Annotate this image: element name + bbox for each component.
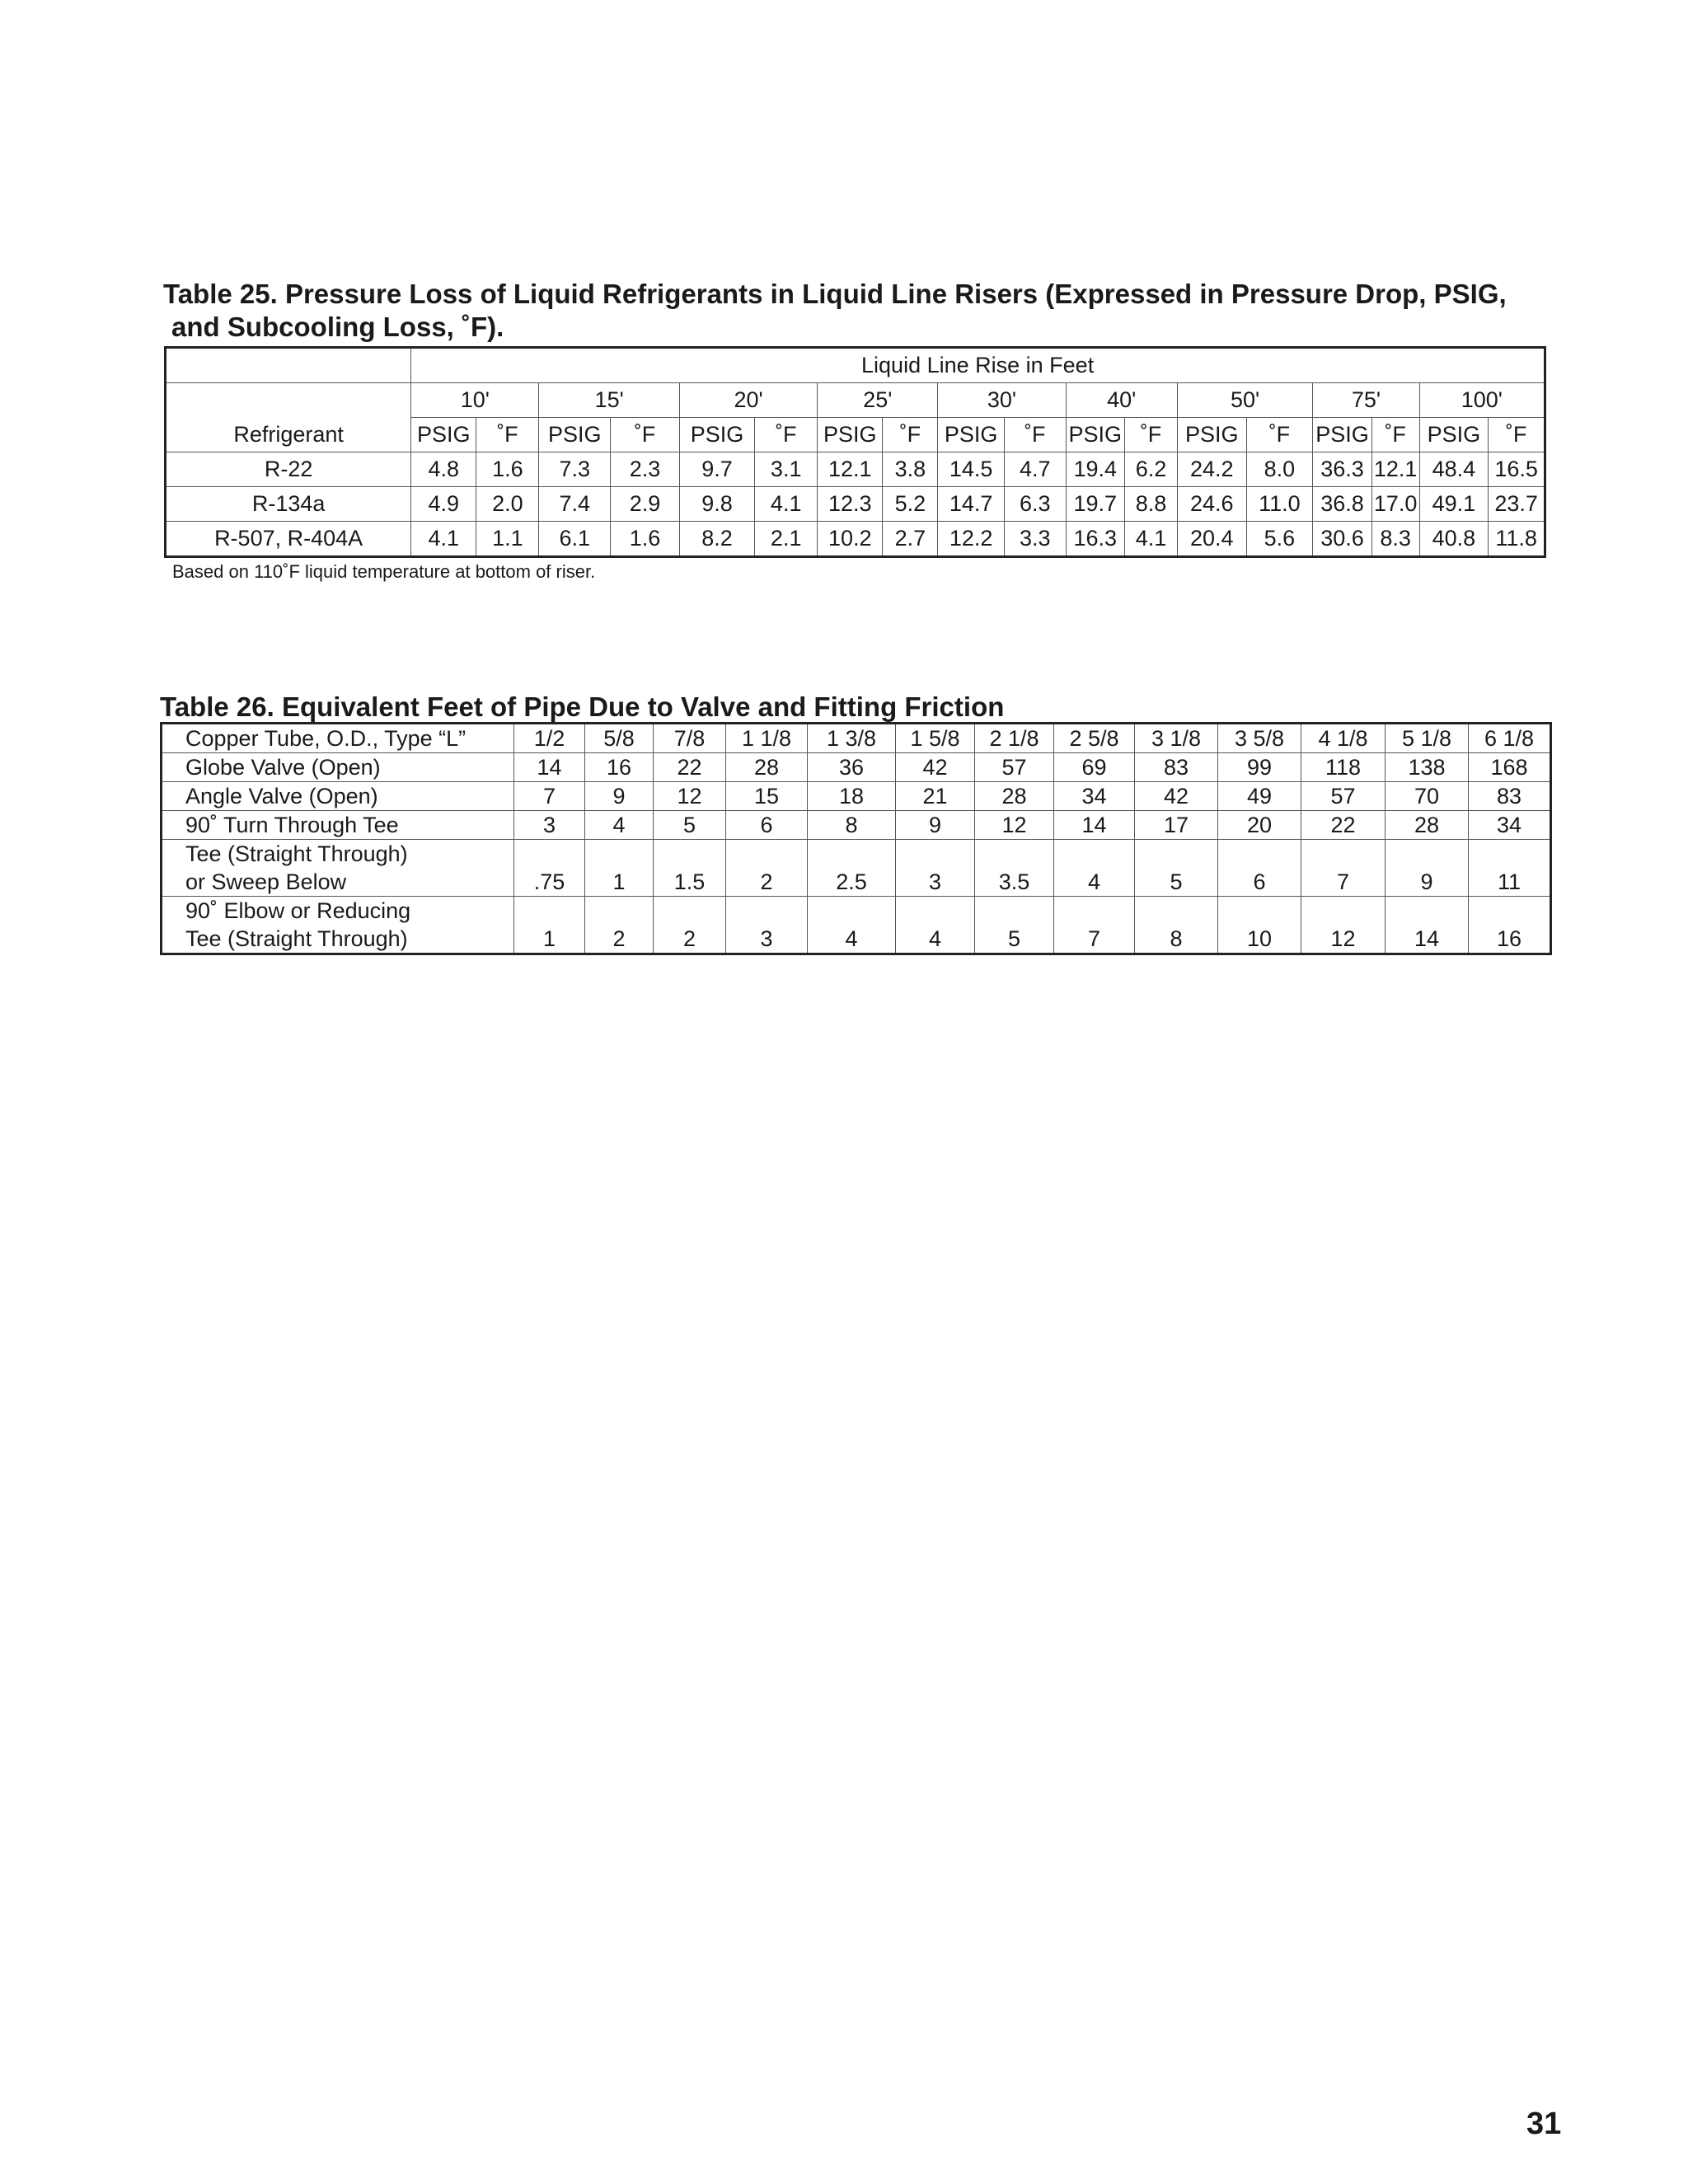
table-25-note: Based on 110˚F liquid temperature at bottom of riser.: [172, 561, 596, 582]
table-25-refrigerant-header: Refrigerant: [166, 418, 411, 452]
table-cell: 8.3: [1372, 522, 1419, 557]
table-cell: 6.3: [1004, 487, 1066, 522]
table-cell: 22: [1301, 811, 1386, 840]
pipe-size-header: 1 5/8: [896, 724, 975, 753]
table-cell: 7: [1301, 840, 1386, 897]
table-cell: 2: [726, 840, 808, 897]
table-25-unit-f: ˚F: [611, 418, 680, 452]
table-cell: 23.7: [1489, 487, 1545, 522]
table-cell: 36: [808, 753, 896, 782]
fitting-label-line: 90˚ Turn Through Tee: [185, 813, 399, 837]
pipe-size-header: 3 1/8: [1135, 724, 1218, 753]
fitting-label-line: 90˚ Elbow or Reducing: [185, 898, 411, 923]
table-cell: 4.7: [1004, 452, 1066, 487]
table-cell: 2.3: [611, 452, 680, 487]
table-cell: 49: [1218, 782, 1301, 811]
table-row: [162, 782, 1551, 811]
table-25-rise-row: [166, 383, 1545, 418]
pipe-size-header: 1/2: [514, 724, 585, 753]
table-cell: 5.2: [883, 487, 938, 522]
table-cell: 22: [654, 753, 726, 782]
fitting-label-line: Globe Valve (Open): [185, 755, 381, 780]
table-25-caption: [163, 278, 1564, 344]
table-cell: 3: [726, 897, 808, 954]
table-cell: 12: [654, 782, 726, 811]
table-cell: 42: [1135, 782, 1218, 811]
table-cell: 5: [975, 897, 1054, 954]
table-cell: 57: [1301, 782, 1386, 811]
table-cell: 49.1: [1419, 487, 1489, 522]
table-26-header-row: [162, 724, 1551, 753]
table-cell: 11: [1469, 840, 1551, 897]
table-cell: 1.5: [654, 840, 726, 897]
pipe-size-header: 5/8: [585, 724, 654, 753]
table-cell: 8.0: [1246, 452, 1313, 487]
table-cell: 14: [1386, 897, 1469, 954]
pipe-size-header: 1 3/8: [808, 724, 896, 753]
table-cell: 34: [1054, 782, 1135, 811]
table-cell: 8.2: [679, 522, 754, 557]
fitting-label-line: Tee (Straight Through): [185, 926, 408, 951]
table-cell: 14.5: [938, 452, 1005, 487]
table-cell: 118: [1301, 753, 1386, 782]
table-cell: 7.4: [539, 487, 611, 522]
fitting-label: [162, 811, 514, 840]
table-cell: 14.7: [938, 487, 1005, 522]
table-cell: 14: [1054, 811, 1135, 840]
table-cell: 28: [975, 782, 1054, 811]
table-cell: 6: [726, 811, 808, 840]
table-25-unit-row: [166, 418, 1545, 452]
table-25-unit-psig: PSIG: [818, 418, 883, 452]
table-26-header-label: Copper Tube, O.D., Type “L”: [162, 724, 514, 753]
table-cell: 9.7: [679, 452, 754, 487]
table-cell: 57: [975, 753, 1054, 782]
fitting-label: [162, 753, 514, 782]
table-25-rise-header: 100': [1419, 383, 1545, 418]
table-cell: 19.7: [1066, 487, 1125, 522]
table-cell: 24.2: [1177, 452, 1246, 487]
table-cell: 18: [808, 782, 896, 811]
pipe-size-header: 6 1/8: [1469, 724, 1551, 753]
table-cell: 14: [514, 753, 585, 782]
table-25-unit-psig: PSIG: [938, 418, 1005, 452]
table-cell: 4.1: [1125, 522, 1178, 557]
table-25-rise-header: 25': [818, 383, 938, 418]
table-cell: 7: [514, 782, 585, 811]
table-25-unit-psig: PSIG: [1313, 418, 1372, 452]
table-cell: 4.8: [411, 452, 476, 487]
table-cell: 1.6: [476, 452, 539, 487]
pipe-size-header: 2 5/8: [1054, 724, 1135, 753]
table-cell: 3.1: [755, 452, 818, 487]
table-25-rise-header: 10': [411, 383, 539, 418]
table-25-caption-line2: and Subcooling Loss, ˚F).: [171, 312, 504, 342]
table-cell: 12.2: [938, 522, 1005, 557]
table-cell: 70: [1386, 782, 1469, 811]
table-25-unit-psig: PSIG: [1177, 418, 1246, 452]
fitting-label: [162, 840, 514, 897]
table-row: [166, 487, 1545, 522]
page-number: 31: [1526, 2107, 1562, 2141]
table-25-corner-cell: [166, 348, 411, 383]
table-25-group-header-row: [166, 348, 1545, 383]
table-cell: 1.1: [476, 522, 539, 557]
table-cell: 20: [1218, 811, 1301, 840]
table-cell: 83: [1469, 782, 1551, 811]
table-cell: 5.6: [1246, 522, 1313, 557]
table-cell: 12: [1301, 897, 1386, 954]
table-cell: 4: [808, 897, 896, 954]
table-cell: 4.9: [411, 487, 476, 522]
table-cell: 7.3: [539, 452, 611, 487]
table-25-caption-line1: Table 25. Pressure Loss of Liquid Refrigerants in Liquid Line Risers (Expressed in Pressure Drop, PSIG,: [163, 279, 1507, 309]
table-cell: 10: [1218, 897, 1301, 954]
table-25-unit-f: ˚F: [883, 418, 938, 452]
pipe-size-header: 3 5/8: [1218, 724, 1301, 753]
table-25-rise-header: 50': [1177, 383, 1312, 418]
table-cell: 36.3: [1313, 452, 1372, 487]
table-cell: 2.5: [808, 840, 896, 897]
table-cell: 16: [585, 753, 654, 782]
table-row: [162, 840, 1551, 897]
table-25-unit-psig: PSIG: [1419, 418, 1489, 452]
table-25-unit-f: ˚F: [1125, 418, 1178, 452]
table-cell: 3.5: [975, 840, 1054, 897]
table-cell: 1.6: [611, 522, 680, 557]
table-25-unit-f: ˚F: [1372, 418, 1419, 452]
table-cell: 34: [1469, 811, 1551, 840]
table-cell: 9: [896, 811, 975, 840]
table-cell: 36.8: [1313, 487, 1372, 522]
table-25-corner-cell: [166, 383, 411, 418]
refrigerant-name: R-22: [166, 452, 411, 487]
table-cell: 4: [585, 811, 654, 840]
table-cell: 2: [654, 897, 726, 954]
table-cell: 28: [1386, 811, 1469, 840]
table-cell: 12.1: [1372, 452, 1419, 487]
table-cell: 12.3: [818, 487, 883, 522]
table-cell: .75: [514, 840, 585, 897]
table-row: [166, 522, 1545, 557]
table-cell: 5: [654, 811, 726, 840]
table-cell: 17: [1135, 811, 1218, 840]
table-26: [160, 722, 1552, 955]
table-cell: 3.8: [883, 452, 938, 487]
table-25-rise-header: 40': [1066, 383, 1177, 418]
table-cell: 69: [1054, 753, 1135, 782]
table-cell: 24.6: [1177, 487, 1246, 522]
table-cell: 83: [1135, 753, 1218, 782]
table-25-rise-header: 75': [1313, 383, 1419, 418]
table-cell: 6.2: [1125, 452, 1178, 487]
table-cell: 99: [1218, 753, 1301, 782]
table-cell: 16: [1469, 897, 1551, 954]
table-cell: 40.8: [1419, 522, 1489, 557]
table-25-unit-f: ˚F: [1004, 418, 1066, 452]
fitting-label-line: Tee (Straight Through): [185, 841, 408, 866]
table-cell: 11.0: [1246, 487, 1313, 522]
table-25-unit-psig: PSIG: [1066, 418, 1125, 452]
table-cell: 2.0: [476, 487, 539, 522]
table-cell: 4.1: [411, 522, 476, 557]
pipe-size-header: 2 1/8: [975, 724, 1054, 753]
table-cell: 4.1: [755, 487, 818, 522]
table-25-unit-psig: PSIG: [539, 418, 611, 452]
table-cell: 15: [726, 782, 808, 811]
pipe-size-header: 4 1/8: [1301, 724, 1386, 753]
table-25-rise-header: 30': [938, 383, 1066, 418]
table-row: [166, 452, 1545, 487]
table-cell: 9.8: [679, 487, 754, 522]
table-25-unit-f: ˚F: [755, 418, 818, 452]
table-cell: 12.1: [818, 452, 883, 487]
table-cell: 9: [1386, 840, 1469, 897]
table-cell: 17.0: [1372, 487, 1419, 522]
table-25-group-header: Liquid Line Rise in Feet: [411, 348, 1545, 383]
table-cell: 8: [808, 811, 896, 840]
table-cell: 42: [896, 753, 975, 782]
table-cell: 11.8: [1489, 522, 1545, 557]
fitting-label-line: or Sweep Below: [185, 869, 347, 894]
table-row: [162, 811, 1551, 840]
table-cell: 2: [585, 897, 654, 954]
table-cell: 16.5: [1489, 452, 1545, 487]
pipe-size-header: 1 1/8: [726, 724, 808, 753]
table-cell: 4: [896, 897, 975, 954]
table-row: [162, 897, 1551, 954]
table-25-unit-f: ˚F: [1246, 418, 1313, 452]
table-25-unit-f: ˚F: [476, 418, 539, 452]
table-cell: 7: [1054, 897, 1135, 954]
fitting-label-line: Angle Valve (Open): [185, 784, 378, 808]
pipe-size-header: 5 1/8: [1386, 724, 1469, 753]
table-cell: 8.8: [1125, 487, 1178, 522]
table-cell: 21: [896, 782, 975, 811]
table-cell: 3: [896, 840, 975, 897]
table-cell: 6.1: [539, 522, 611, 557]
fitting-label: [162, 782, 514, 811]
pipe-size-header: 7/8: [654, 724, 726, 753]
table-cell: 4: [1054, 840, 1135, 897]
table-cell: 3: [514, 811, 585, 840]
table-cell: 3.3: [1004, 522, 1066, 557]
table-cell: 30.6: [1313, 522, 1372, 557]
table-cell: 10.2: [818, 522, 883, 557]
table-cell: 12: [975, 811, 1054, 840]
table-25-unit-psig: PSIG: [411, 418, 476, 452]
table-cell: 168: [1469, 753, 1551, 782]
table-cell: 138: [1386, 753, 1469, 782]
refrigerant-name: R-134a: [166, 487, 411, 522]
table-cell: 28: [726, 753, 808, 782]
table-cell: 20.4: [1177, 522, 1246, 557]
table-25-unit-psig: PSIG: [679, 418, 754, 452]
table-26-caption: Table 26. Equivalent Feet of Pipe Due to Valve and Fitting Friction: [160, 691, 1005, 722]
table-cell: 19.4: [1066, 452, 1125, 487]
table-cell: 1: [585, 840, 654, 897]
table-cell: 8: [1135, 897, 1218, 954]
table-row: [162, 753, 1551, 782]
refrigerant-name: R-507, R-404A: [166, 522, 411, 557]
table-cell: 2.9: [611, 487, 680, 522]
table-cell: 1: [514, 897, 585, 954]
table-25-unit-f: ˚F: [1489, 418, 1545, 452]
table-cell: 5: [1135, 840, 1218, 897]
table-cell: 9: [585, 782, 654, 811]
table-cell: 6: [1218, 840, 1301, 897]
table-25-rise-header: 20': [679, 383, 817, 418]
table-cell: 16.3: [1066, 522, 1125, 557]
fitting-label: [162, 897, 514, 954]
table-cell: 2.7: [883, 522, 938, 557]
table-25: [164, 346, 1546, 558]
table-cell: 2.1: [755, 522, 818, 557]
table-25-rise-header: 15': [539, 383, 679, 418]
table-cell: 48.4: [1419, 452, 1489, 487]
